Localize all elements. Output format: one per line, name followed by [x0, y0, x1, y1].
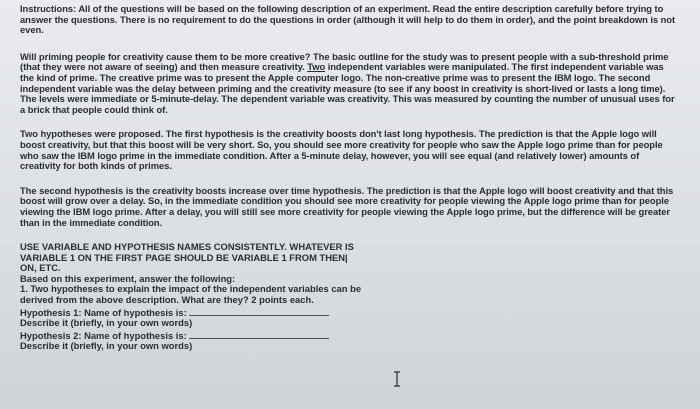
instruction-line-1: USE VARIABLE AND HYPOTHESIS NAMES CONSISTENTLY. WHATEVER IS: [20, 241, 354, 253]
instructions-text: All of the questions will be based on the following description of an experiment. Read the entire description carefully before trying to answer the questions. There is no requirement to do the questions in order (although it will help to do them in order), and the point breakdown is not even.: [20, 3, 676, 36]
hypothesis1-name-label: Hypothesis 1: Name of hypothesis is:: [20, 306, 187, 318]
instruction-line-2: VARIABLE 1 ON THE FIRST PAGE SHOULD BE VARIABLE 1 FROM THEN|: [20, 251, 348, 263]
instructions-lead: Instructions:: [20, 3, 77, 14]
description-paragraph: [20, 52, 678, 116]
instructions-paragraph: [20, 4, 678, 36]
description-two-underlined: Two: [307, 61, 326, 73]
instruction-line-3: ON, ETC.: [20, 262, 61, 274]
hypothesis2-name-blank[interactable]: [189, 329, 329, 339]
text-cursor-icon: [392, 371, 402, 387]
hypothesis1-name-blank[interactable]: [189, 306, 329, 316]
instruction-line-4: Based on this experiment, answer the following:: [20, 272, 236, 284]
question-block: [20, 242, 450, 352]
hypothesis1-paragraph: Two hypotheses were proposed. The first hypothesis is the creativity boosts don't last long hypothesis. The prediction is that the Apple logo will boost creativity, but that this boost will be very short. So, you should see more creativity for people who saw the Apple logo prime than for people who saw the IBM logo prime in the immediate condition. After a 5-minute delay, however, you will see equal (and relatively lower) amounts of creativity for both kinds of primes.: [20, 128, 663, 172]
description-part1: Will priming people for creativity cause them to be more creative? The basic outline for the study was to present people with a sub-threshold prime (that they were not aware of seeing) and then measure creativity.: [20, 50, 669, 73]
hypothesis2-describe-label: Describe it (briefly, in your own words): [20, 340, 193, 352]
instruction-line-6: derived from the above description. What are they? 2 points each.: [20, 294, 314, 306]
instruction-line-5: 1. Two hypotheses to explain the impact of the independent variables can be: [20, 283, 362, 295]
hypothesis1-describe-label: Describe it (briefly, in your own words): [20, 317, 193, 329]
description-part2: independent variables were manipulated. The first independent variable was the kind of prime. The creative prime was to present the Apple computer logo. The non-creative prime was to present the IBM logo. The second independent variable was the delay between priming and the creativity measure (to see if any boost in creativity is short-lived or lasts a long time). The levels were immediate or 5-minute-delay. The dependent variable was creativity. This was measured by counting the number of unusual uses for a brick that people could think of.: [20, 61, 675, 115]
hypothesis2-name-label: Hypothesis 2: Name of hypothesis is:: [20, 329, 187, 341]
hypothesis2-paragraph: The second hypothesis is the creativity boosts increase over time hypothesis. The prediction is that the Apple logo will boost creativity and that this boost will grow over a delay. So, in the immediate condition you should see more creativity for people viewing the Apple logo prime than for people viewing the IBM logo prime. After a delay, you will still see more creativity for people viewing the Apple logo prime, but the difference will be greater than in the immediate condition.: [20, 184, 674, 228]
